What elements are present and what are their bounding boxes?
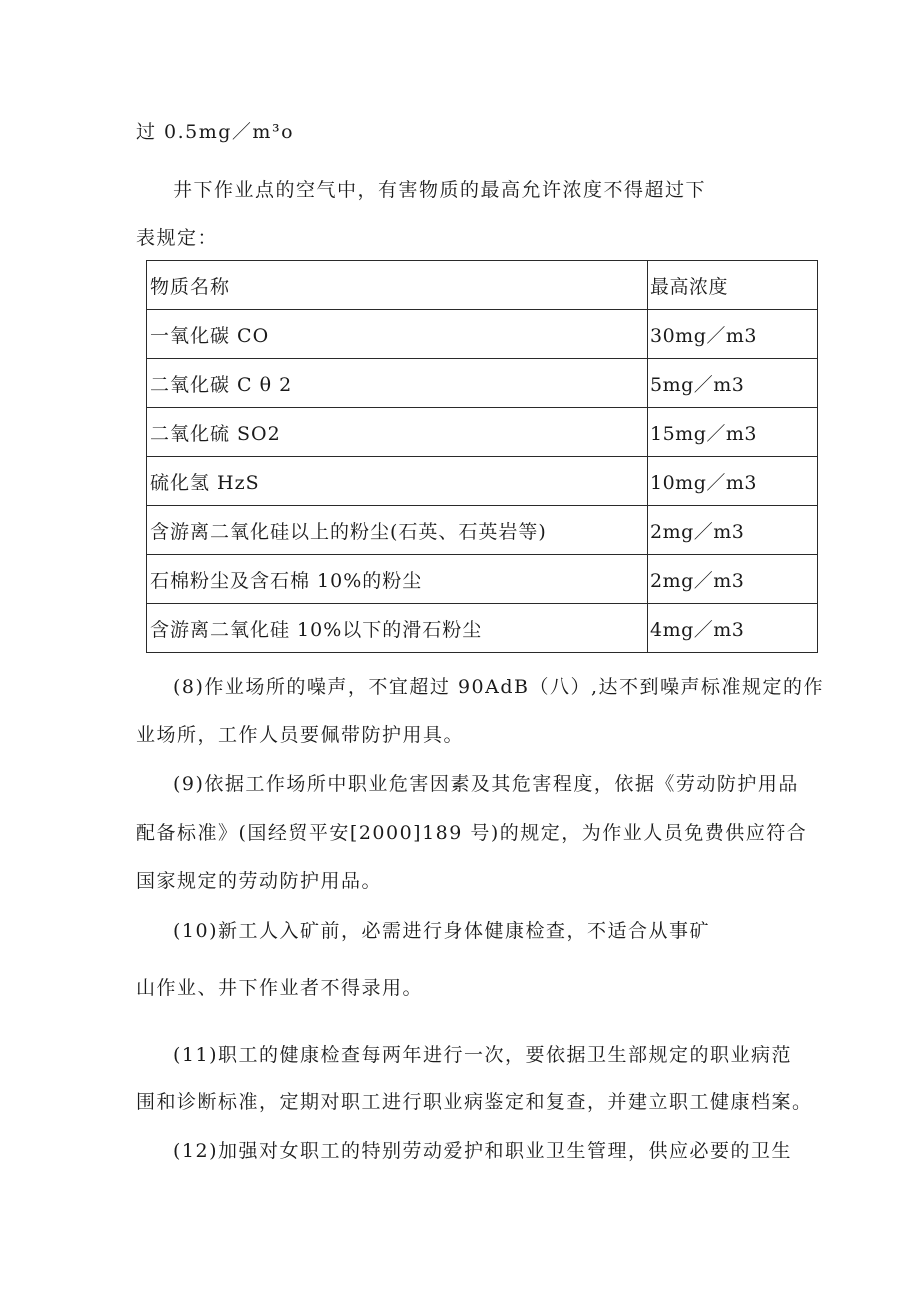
table-cell-limit: 30mg／m3 (648, 310, 818, 359)
table-cell-substance: 含游离二氧化硅 10%以下的滑石粉尘 (147, 604, 648, 653)
text-line: (8)作业场所的噪声，不宜超过 90AdB（八）,达不到噪声标准规定的作 (173, 676, 825, 698)
table-cell-substance: 二氧化硫 SO2 (147, 408, 648, 457)
table-header-cell: 最高浓度 (648, 261, 818, 310)
table-cell-substance: 石棉粉尘及含石棉 10%的粉尘 (147, 555, 648, 604)
table-cell-substance: 含游离二氧化硅以上的粉尘(石英、石英岩等) (147, 506, 648, 555)
table-row (147, 310, 818, 359)
table-cell-substance: 硫化氢 HzS (147, 457, 648, 506)
text-line: (10)新工人入矿前，必需进行身体健康检查，不适合从事矿 (173, 920, 711, 942)
text-line: 业场所，工作人员要佩带防护用具。 (136, 724, 465, 746)
table-cell-limit: 15mg／m3 (648, 408, 818, 457)
table-row (147, 457, 818, 506)
table-header-cell: 物质名称 (147, 261, 648, 310)
text-line: 过 0.5mg／m³o (136, 121, 295, 143)
table-cell-substance: 一氧化碳 CO (147, 310, 648, 359)
text-line: 围和诊断标准，定期对职工进行职业病鉴定和复查，并建立职工健康档案。 (136, 1091, 813, 1113)
text-line: 井下作业点的空气中，有害物质的最高允许浓度不得超过下 (173, 179, 707, 201)
table-cell-limit: 2mg／m3 (648, 506, 818, 555)
text-line: (11)职工的健康检查每两年进行一次，要依据卫生部规定的职业病范 (173, 1044, 793, 1066)
table-cell-limit: 4mg／m3 (648, 604, 818, 653)
text-line: (12)加强对女职工的特别劳动爱护和职业卫生管理，供应必要的卫生 (173, 1140, 793, 1162)
text-line: (9)依据工作场所中职业危害因素及其危害程度，依据《劳动防护用品 (173, 773, 799, 795)
concentration-table (146, 260, 818, 653)
table-row (147, 555, 818, 604)
text-line: 国家规定的劳动防护用品。 (136, 870, 383, 892)
table-row (147, 359, 818, 408)
table-cell-substance: 二氧化碳 C θ 2 (147, 359, 648, 408)
text-line: 配备标准》(国经贸平安[2000]189 号)的规定，为作业人员免费供应符合 (136, 822, 808, 844)
table-cell-limit: 5mg／m3 (648, 359, 818, 408)
table-cell-limit: 10mg／m3 (648, 457, 818, 506)
text-line: 山作业、井下作业者不得录用。 (136, 977, 424, 999)
table-row (147, 506, 818, 555)
text-line: 表规定： (136, 227, 219, 249)
table-row (147, 604, 818, 653)
table-header-row (147, 261, 818, 310)
table-row (147, 408, 818, 457)
table-cell-limit: 2mg／m3 (648, 555, 818, 604)
